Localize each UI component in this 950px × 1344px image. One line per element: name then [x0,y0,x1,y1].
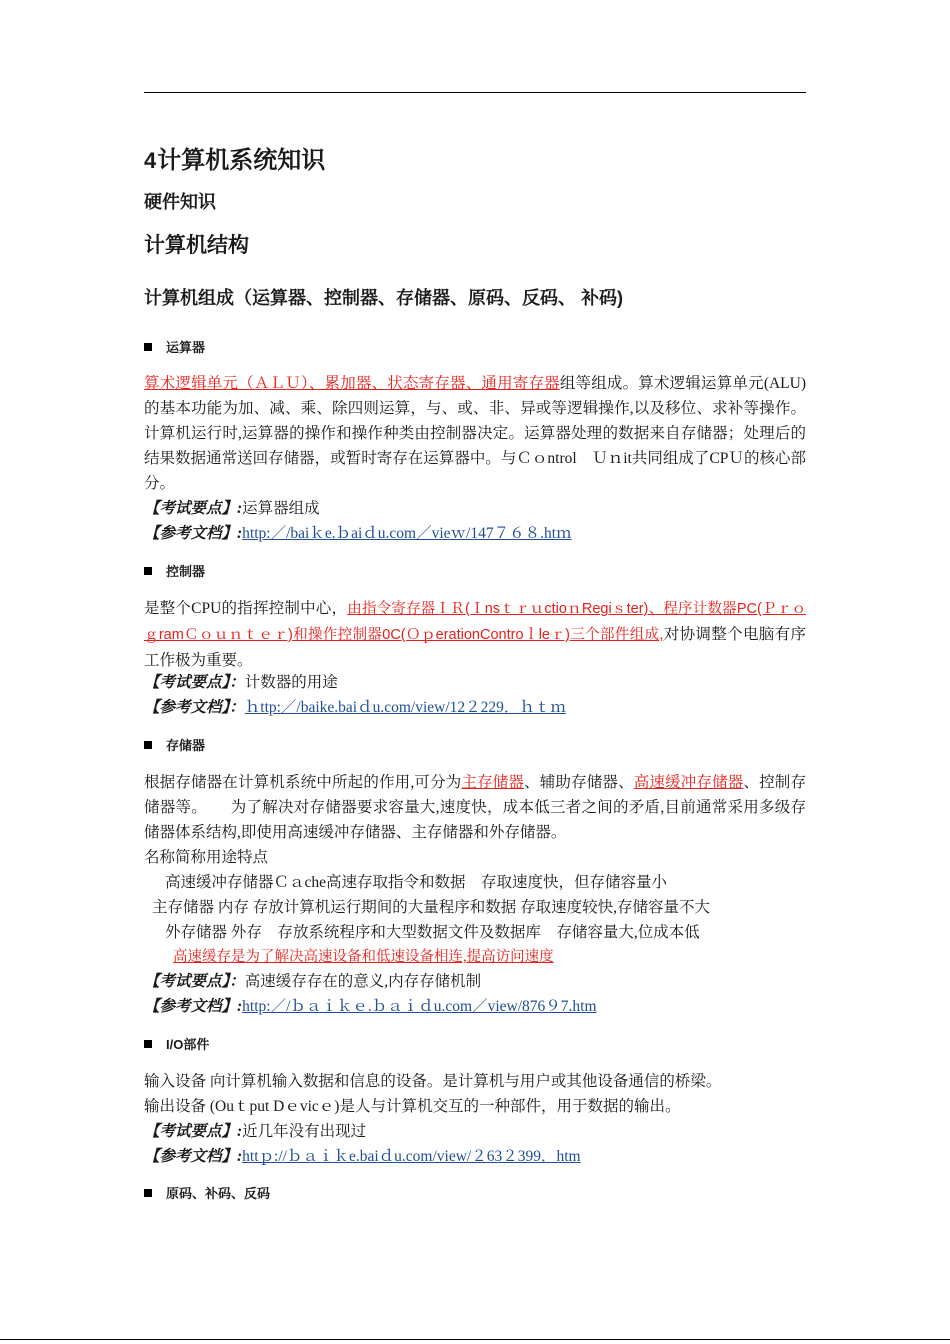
alu-paragraph [144,371,806,496]
control-heading-text: 控制器 [166,564,206,579]
storage-body-b: 、辅助存储器、 [524,774,634,791]
alu-exam-line [144,496,320,521]
bullet-icon [144,567,152,575]
io-heading-text: I/O部件 [166,1037,210,1052]
title-mark: 4 [144,148,157,173]
exam-label: 【考试要点】: [144,500,243,517]
bullet-icon [144,1189,152,1197]
storage-exam-line [144,969,481,994]
storage-heading-text: 存储器 [166,738,206,753]
alu-highlight: 算术逻辑单元（ＡＬＵ）、累加器、状态寄存器、通用寄存器 [144,375,560,392]
ref-label: 【参考文档】: [144,998,243,1015]
page-title [144,146,325,176]
storage-highlight-cache: 高速缓冲存储器 [633,774,744,791]
subtitle: 硬件知识 [144,192,216,212]
control-exam-line [144,670,338,695]
control-exam-text: 计数器的用途 [244,674,338,691]
storage-paragraph [144,770,806,845]
storage-exam-text: 高速缓存存在的意义,内存存储机制 [244,973,482,990]
control-highlight: 由指令寄存器ＩＲ(ＩnsｔｒｕctioｎRegiｓter)、程序计数器PC(ＰｒｏｇramＣｏｕｎｔｅｒ)和操作控制器0C(ＯｐerationControｌleｒ)三个部件组成, [144,601,806,643]
subsection-title: 计算机组成（运算器、控制器、存储器、原码、反码、 补码) [144,288,623,308]
io-ref-link[interactable]: httｐ://ｂａｉｋe.baiｄu.com/view/２63２399．htm [242,1148,581,1165]
bullet-icon [144,741,152,749]
storage-note-text: 高速缓存是为了解决高速设备和低速设备相连,提高访问速度 [173,949,554,965]
control-ref-link[interactable]: ｈttp:／/baike.baiｄu.com/view/12２229．ｈｔｍ [244,699,566,716]
storage-ref-link[interactable]: http:／/ｂａｉｋｅ.ｂａｉｄu.com／view/876９7.htm [242,998,597,1015]
storage-heading [144,737,205,755]
io-exam-text: 近几年没有出现过 [242,1123,367,1140]
title-text: 计算机系统知识 [157,147,326,174]
alu-heading-text: 运算器 [166,340,206,355]
storage-table-header: 名称简称用途特点 [144,849,269,866]
storage-row-main: 主存储器 内存 存放计算机运行期间的大量程序和数据 存取速度较快,存储容量不大 [152,899,711,916]
alu-ref-line [144,521,572,546]
io-output-line: 输出设备 (Ouｔput Dｅvicｅ)是人与计算机交互的一种部件，用于数据的输出。 [144,1098,681,1115]
control-body-start: 是整个CPU的指挥控制中心， [144,600,348,617]
page-bottom-rule [0,1339,950,1340]
codes-heading-text: 原码、补码、反码 [166,1186,271,1201]
storage-ref-line [144,994,597,1019]
exam-label: 【考试要点】： [144,674,245,691]
storage-highlight-main: 主存储器 [461,774,525,791]
alu-exam-text: 运算器组成 [242,500,320,517]
io-ref-line [144,1144,581,1169]
alu-heading [144,339,205,357]
io-input-line: 输入设备 向计算机输入数据和信息的设备。是计算机与用户或其他设备通信的桥梁。 [144,1073,722,1090]
alu-body: 组等组成。算术逻辑运算单元(ALU)的基本功能为加、减、乘、除四则运算，与、或、非、异或等逻辑操作,以及移位、求补等操作。计算机运行时,运算器的操作和操作种类由控制器决定。运算器处理的数据来自存储器；处理后的结果数据通常送回存储器，或暂时寄存在运算器中。与Ｃｏntrol Ｕｎit共同组成了CPＵ的核心部分。 [144,375,806,492]
exam-label: 【考试要点】： [144,973,245,990]
ref-label: 【参考文档】： [144,699,245,716]
control-body-end: 对协调整个电脑有序工作极为重要。 [144,626,806,669]
alu-ref-link[interactable]: http:／/baiｋe.ｂaiｄu.com／vieｗ/147７６８.htｍ [242,525,572,542]
control-heading [144,563,205,581]
storage-note [173,945,554,970]
exam-label: 【考试要点】: [144,1123,243,1140]
storage-body-c: 、控制存储器等。 为了解决对存储器要求容量大,速度快，成本低三者之间的矛盾,目前通常采用多级存储器体系结构,即使用高速缓冲存储器、主存储器和外存储器。 [144,774,806,841]
bullet-icon [144,343,152,351]
ref-label: 【参考文档】: [144,525,243,542]
storage-body-a: 根据存储器在计算机系统中所起的作用,可分为 [144,774,462,791]
codes-heading [144,1185,270,1203]
storage-row-cache: 高速缓冲存储器Ｃａche高速存取指令和数据 存取速度快，但存储容量小 [165,874,668,891]
control-paragraph [144,596,806,673]
io-heading [144,1036,209,1054]
io-exam-line [144,1119,366,1144]
section-title: 计算机结构 [144,234,249,257]
storage-row-external: 外存储器 外存 存放系统程序和大型数据文件及数据库 存储容量大,位成本低 [165,924,700,941]
bullet-icon [144,1040,152,1048]
header-rule [144,92,806,93]
control-ref-line [144,695,566,720]
ref-label: 【参考文档】: [144,1148,243,1165]
